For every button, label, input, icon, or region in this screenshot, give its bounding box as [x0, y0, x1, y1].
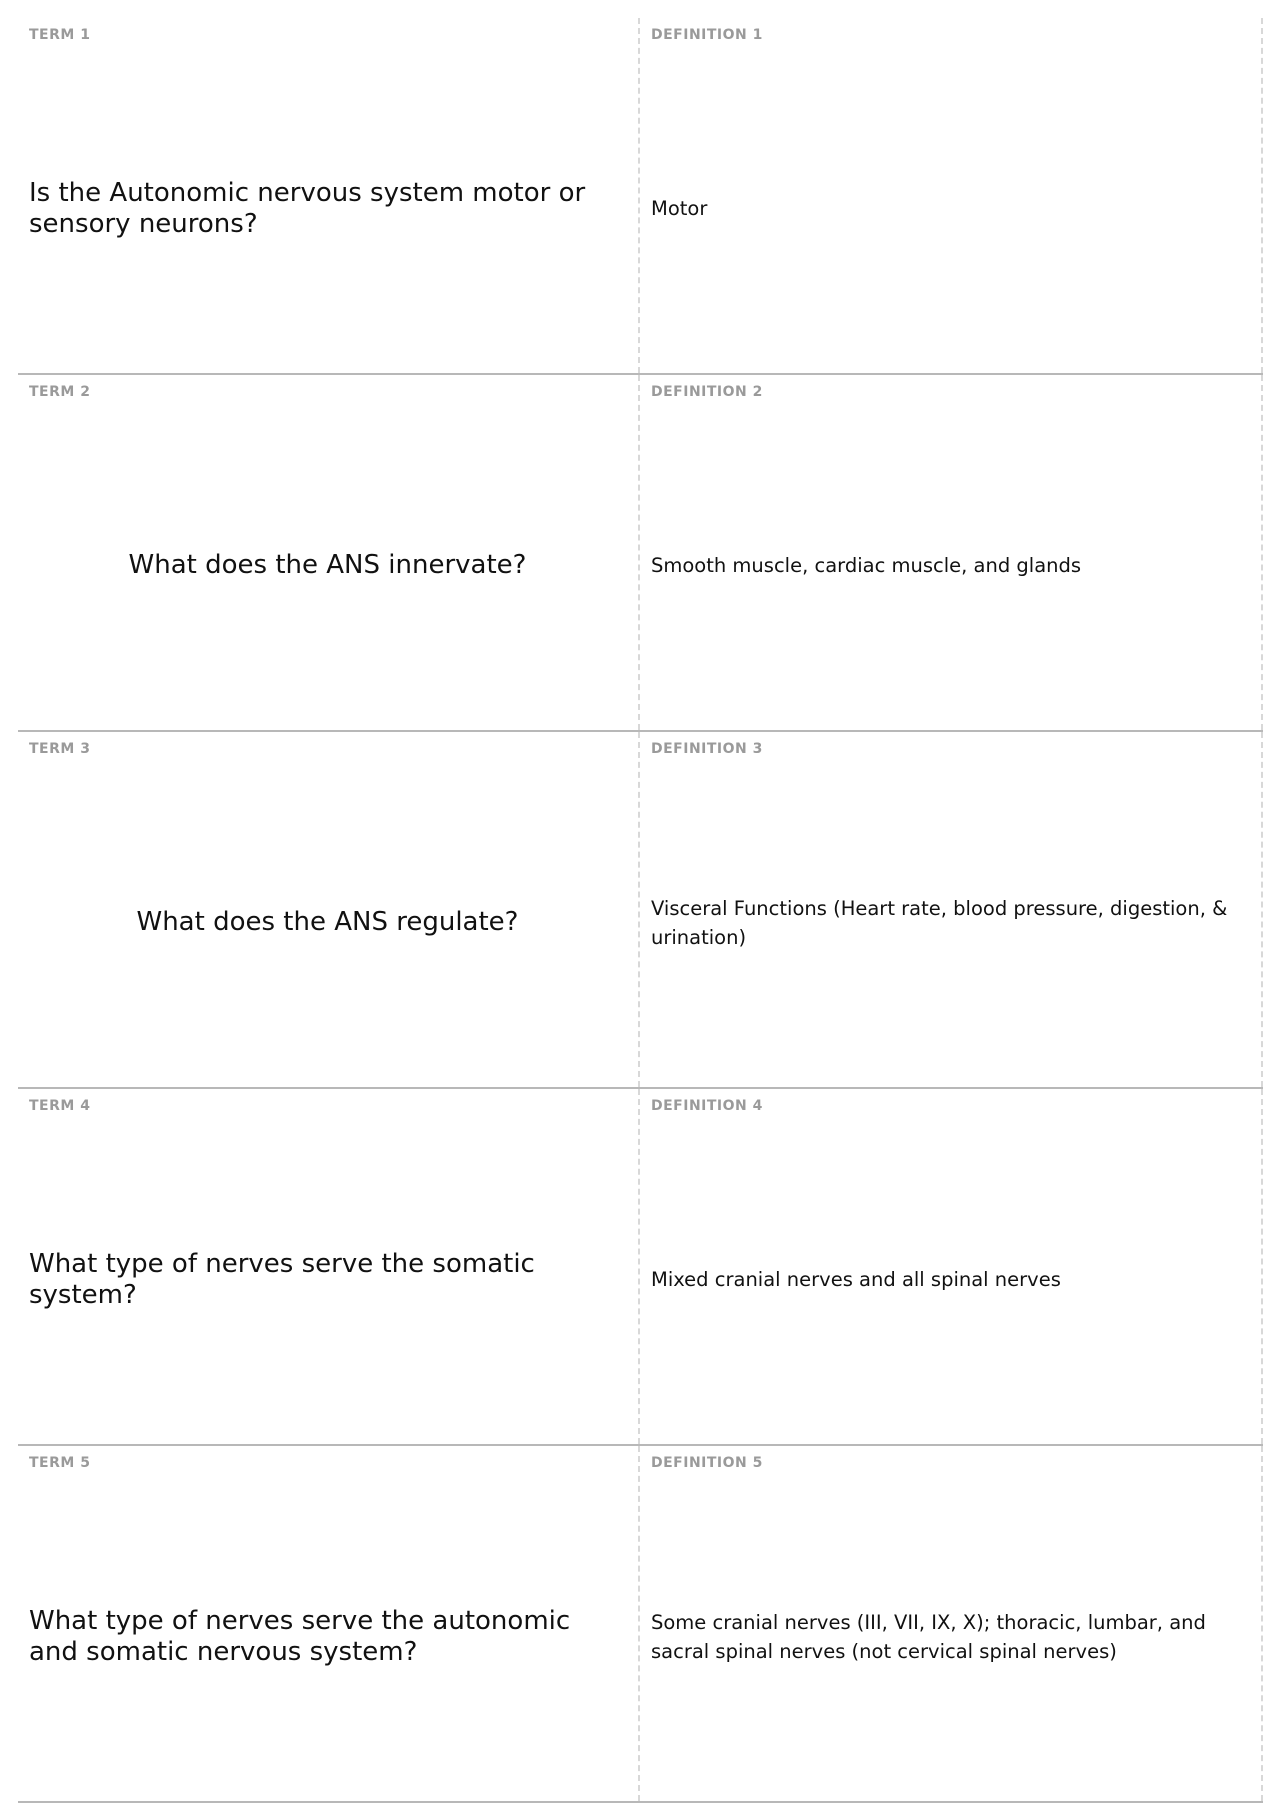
term-cell [18, 375, 640, 730]
term-text: Is the Autonomic nervous system motor or sensory neurons? [29, 177, 586, 239]
definition-cell [640, 732, 1263, 1087]
definition-label: DEFINITION 2 [651, 384, 763, 400]
definition-content [651, 766, 1249, 1079]
term-label: TERM 1 [29, 27, 91, 43]
flashcard-row [18, 375, 1263, 732]
term-content [29, 1480, 626, 1793]
definition-content [651, 1123, 1249, 1436]
definition-content [651, 1480, 1249, 1793]
definition-text: Some cranial nerves (III, VII, IX, X); thoracic, lumbar, and sacral spinal nerves (not cervical spinal nerves) [651, 1610, 1206, 1663]
term-content [29, 766, 626, 1079]
definition-text: Mixed cranial nerves and all spinal nerves [651, 1268, 1061, 1291]
definition-text: Motor [651, 197, 708, 220]
flashcard-row [18, 732, 1263, 1089]
flashcard-sheet [18, 18, 1263, 1803]
definition-cell [640, 18, 1263, 373]
term-cell [18, 18, 640, 373]
flashcard-row [18, 18, 1263, 375]
term-cell [18, 1089, 640, 1444]
flashcard-row [18, 1446, 1263, 1803]
flashcard-row [18, 1089, 1263, 1446]
definition-cell [640, 1089, 1263, 1444]
definition-label: DEFINITION 3 [651, 741, 763, 757]
term-text: What type of nerves serve the autonomic and somatic nervous system? [29, 1605, 571, 1667]
term-content [29, 1123, 626, 1436]
term-label: TERM 3 [29, 741, 91, 757]
term-cell [18, 1446, 640, 1801]
definition-label: DEFINITION 5 [651, 1455, 763, 1471]
definition-content [651, 409, 1249, 722]
term-label: TERM 5 [29, 1455, 91, 1471]
definition-label: DEFINITION 4 [651, 1098, 763, 1114]
term-label: TERM 4 [29, 1098, 91, 1114]
definition-content [651, 52, 1249, 365]
term-content [29, 409, 626, 722]
definition-cell [640, 1446, 1263, 1801]
term-content [29, 52, 626, 365]
term-label: TERM 2 [29, 384, 91, 400]
term-text: What does the ANS innervate? [128, 550, 527, 580]
definition-cell [640, 375, 1263, 730]
term-text: What does the ANS regulate? [136, 907, 519, 937]
term-text: What type of nerves serve the somatic system? [29, 1248, 535, 1310]
term-cell [18, 732, 640, 1087]
definition-label: DEFINITION 1 [651, 27, 763, 43]
definition-text: Visceral Functions (Heart rate, blood pressure, digestion, & urination) [651, 896, 1228, 949]
definition-text: Smooth muscle, cardiac muscle, and glands [651, 554, 1082, 577]
